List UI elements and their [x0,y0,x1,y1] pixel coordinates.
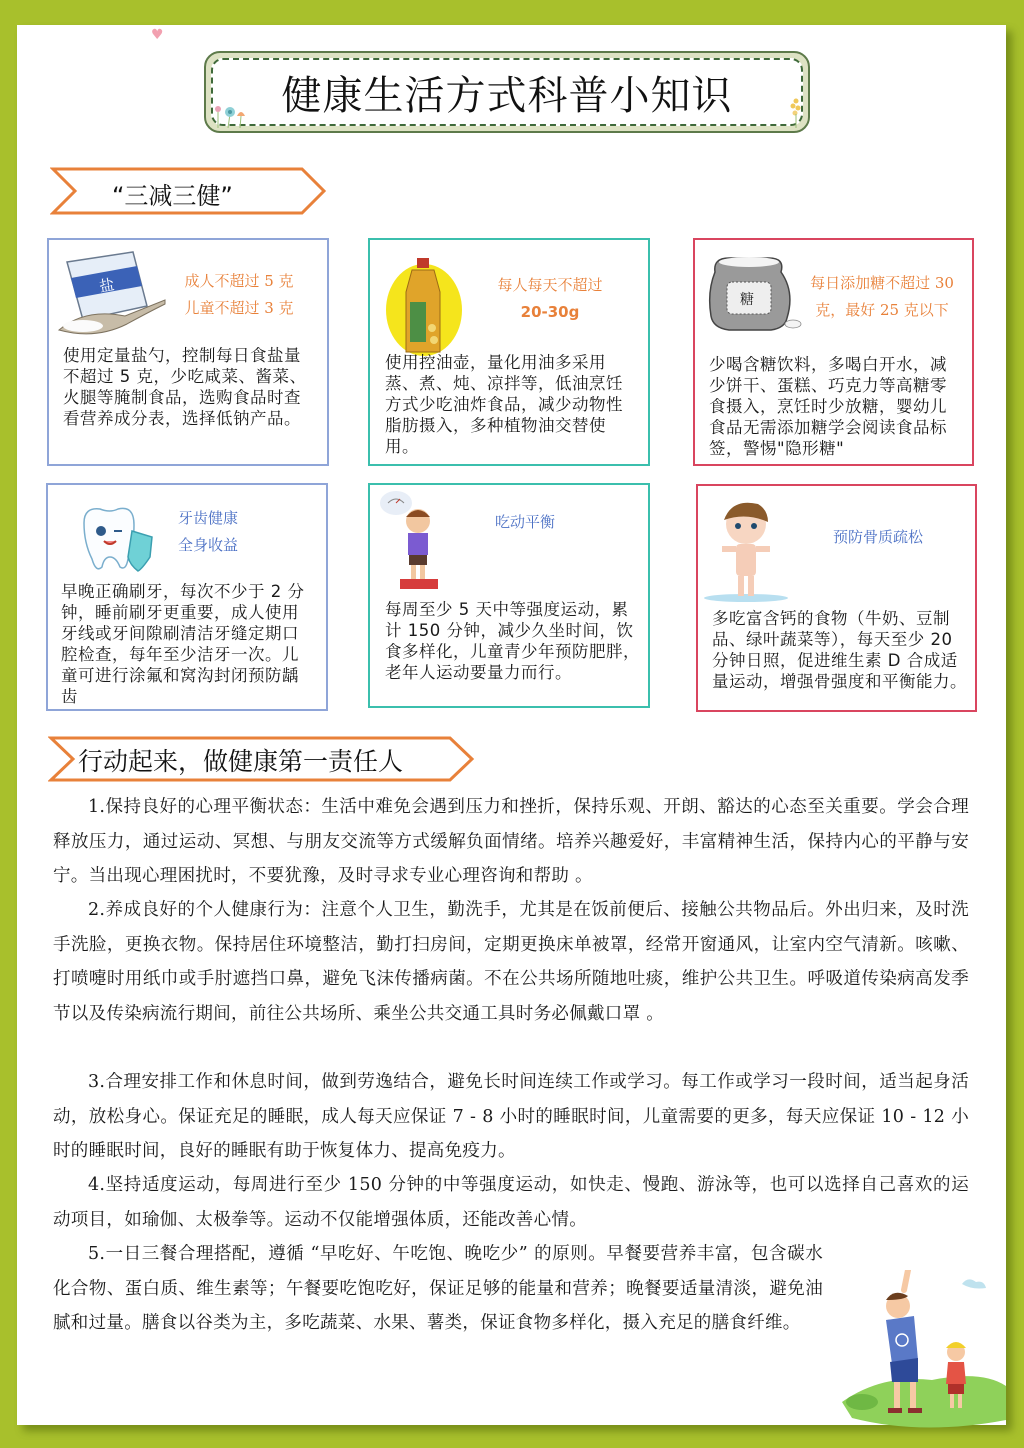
card-sugar [693,238,974,466]
card-body: 早晚正确刷牙，每次不少于 2 分钟，睡前刷牙更重要，成人使用牙线或牙间隙刷清洁牙缝定期口腔检查，每年至少洁牙一次。儿童可进行涂氟和窝沟封闭预防龋齿 [61,582,305,706]
section-title: “三减三健” [112,182,233,210]
card-salt [47,238,329,466]
headline-line-2: 20-30g [520,303,580,321]
svg-text:盐: 盐 [97,275,116,296]
oil-bottle-icon [384,248,464,356]
headline-line-2: 儿童不超过 3 克 [184,299,294,317]
section-header-three-reductions [50,166,330,216]
heart-icon: ♥ [151,27,164,43]
flowers-icon [788,96,804,130]
paragraph-mental-health: 1.保持良好的心理平衡状态：生活中难免会遇到压力和挫折，保持乐观、开朗、豁达的心态至关重要。学会合理释放压力，通过运动、冥想、与朋友交流等方式缓解负面情绪。培养兴趣爱好，丰富精神生活，保持内心的平静与安宁。当出现心理困扰时，不要犹豫，及时寻求专业心理咨询和帮助 。 [53,797,969,886]
card-teeth [46,483,328,711]
section-header-take-action [48,735,478,783]
card-body: 少喝含糖饮料，多喝白开水，减少饼干、蛋糕、巧克力等高糖零食摄入，烹饪时少放糖，婴幼儿食品无需添加糖学会阅读食品标签，警惕"隐形糖" [709,355,947,458]
headline-line-1: 成人不超过 5 克 [184,272,294,290]
salt-bag-icon [55,244,167,340]
headline-line-2: 全身收益 [177,536,238,554]
card-body: 使用定量盐勺，控制每日食盐量不超过 5 克，少吃咸菜、酱菜、火腿等腌制食品，选购食品时查看营养成分表，选择低钠产品。 [63,346,307,428]
paragraph-hygiene: 2.养成良好的个人健康行为：注意个人卫生，勤洗手，尤其是在饭前便后、接触公共物品后。外出归来，及时洗手洗脸，更换衣物。保持居住环境整洁，勤打扫房间，定期更换床单被罩，经常开窗通风，让室内空气清新。咳嗽、打喷嚏时用纸巾或手肘遮挡口鼻，避免飞沫传播病菌。不在公共场所随地吐痰，维护公共卫生。呼吸道传染病高发季节以及传染病流行期间，前往公共场所、乘坐公共交通工具时务必佩戴口罩 。 [53,900,969,1024]
paragraph-exercise: 4.坚持适度运动，每周进行至少 150 分钟的中等强度运动，如快走、慢跑、游泳等，也可以选择自己喜欢的运动项目，如瑜伽、太极拳等。运动不仅能增强体质，还能改善心情。 [53,1175,969,1230]
card-body: 使用控油壶，量化用油多采用蒸、煮、炖、凉拌等，低油烹饪方式少吃油炸食品，减少动物性脂肪摄入，多种植物油交替使用。 [385,353,623,456]
card-headline: 预防骨质疏松 [832,528,923,546]
section-title: 行动起来，做健康第一责任人 [78,747,404,776]
title-banner [204,51,810,133]
card-headline [159,268,319,322]
father-child-exercise-illustration [842,1270,1006,1428]
child-on-scale-icon [378,489,462,593]
page-title: 健康生活方式科普小知识 [281,72,733,119]
tooth-shield-icon [76,501,156,577]
card-headline [148,505,268,559]
card-headline: 吃动平衡 [494,513,555,531]
paragraph-diet: 5.一日三餐合理搭配，遵循 “早吃好、午吃饱、晚吃少” 的原则。早餐要营养丰富，包含碳水化合物、蛋白质、维生素等；午餐要吃饱吃好，保证足够的能量和营养；晚餐要适量清淡，避免油腻和过量。膳食以谷类为主，多吃蔬菜、水果、薯类，保证食物多样化，摄入充足的膳食纤维。 [53,1244,823,1333]
headline-line-1: 每日添加糖不超过 30 [810,274,954,292]
card-eat-move-balance [368,483,650,708]
sugar-sack-icon [705,252,805,336]
child-skeleton-icon [702,494,792,602]
flowers-icon [212,102,252,130]
paragraph-rest-sleep: 3.合理安排工作和休息时间，做到劳逸结合，避免长时间连续工作或学习。每工作或学习一段时间，适当起身活动，放松身心。保证充足的睡眠，成人每天应保证 7 - 8 小时的睡眠时间，儿童需要的更多，每天应保证 10 - 12 小时的睡眠时间，良好的睡眠有助于恢复体力、提高免疫力。 [53,1072,969,1161]
card-body: 多吃富含钙的食物（牛奶、豆制品、绿叶蔬菜等），每天至少 20 分钟日照，促进维生素 D 合成适量运动，增强骨强度和平衡能力。 [712,609,967,691]
title-inner-frame [211,58,803,126]
card-body: 每周至少 5 天中等强度运动，累计 150 分钟，减少久坐时间，饮食多样化，儿童青少年预防肥胖，老年人运动要量力而行。 [385,600,640,682]
headline-line-1: 每人每天不超过 [497,276,603,294]
card-headline [797,270,967,324]
card-bone-health [696,484,977,712]
headline-line-1: 牙齿健康 [177,509,238,527]
card-oil [368,238,650,466]
svg-text:糖: 糖 [740,292,754,308]
card-headline [470,272,630,326]
headline-line-2: 克，最好 25 克以下 [815,301,949,319]
